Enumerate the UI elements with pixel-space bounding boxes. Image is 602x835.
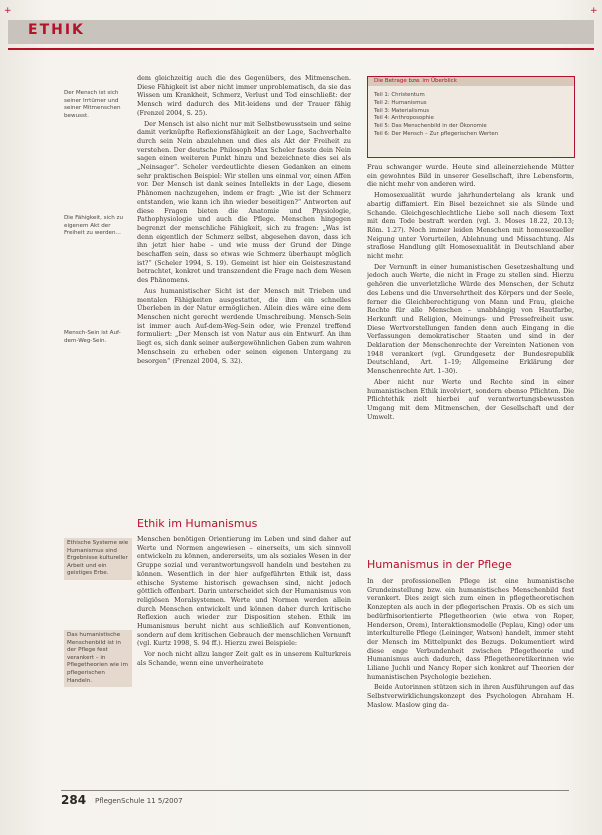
- column-left-upper: [137, 74, 351, 514]
- crop-mark: +: [4, 6, 12, 16]
- column-right-lower: [367, 577, 574, 785]
- series-item: Teil 2: Humanismus: [374, 99, 427, 106]
- series-item: Teil 1: Christentum: [374, 92, 425, 98]
- series-item: Teil 6: Der Mensch – Zur pflegerischen Werten: [374, 130, 499, 137]
- series-item: Teil 4: Anthroposophie: [374, 115, 434, 122]
- paragraph: Aus humanistischer Sicht ist der Mensch mit Trieben und mentalen Fähigkeiten ausgestattet, die ihm ein schnelles Überleben in der Natur ermöglichen. Allein dies wäre eine dem Menschen nicht gerecht werdende Umschreibung. Mensch-Sein ist immer auch Auf-dem-Weg-Sein oder, wie Frenzel treffend formuliert: „Der Mensch ist von Natur aus ein Entwurf. An ihm liegt es, sich dank seiner außergewöhnlichen Gaben zum wahren Menschsein zu erheben oder seinen eigenen Untergang zu besorgen“ (Frenzel 2004, S. 32).: [137, 286, 351, 365]
- series-list: [374, 92, 574, 139]
- sidenote: Der Mensch ist sich seiner Irrtümer und seiner Mitmenschen bewusst.: [64, 90, 121, 119]
- series-item: Teil 5: Das Menschenbild in der Ökonomie: [374, 123, 487, 130]
- sidenote-highlight: Das humanistische Menschenbild ist in der Pflege fest verankert – in Pflegetheorien wie im pflegerischen Handeln.: [64, 630, 132, 687]
- journal-name: PflegenSchule 11 5/2007: [95, 797, 183, 805]
- series-overview-box: [367, 76, 575, 158]
- paragraph: Frau schwanger wurde. Heute sind alleinerziehende Mütter ein gewohntes Bild in unserer Gesellschaft, ihre Lebensform, die nicht mehr von anderen wird.: [367, 163, 574, 189]
- section-heading: Humanismus in der Pflege: [367, 558, 512, 571]
- paragraph: Beide Autorinnen stützen sich in ihren Ausführungen auf das Selbstverwirklichungskonzept des Psychologen Abraham H. Maslow. Maslow ging da-: [367, 683, 574, 709]
- section-title: ETHIK: [28, 22, 85, 38]
- sidenote: Mensch-Sein ist Auf-dem-Weg-Sein.: [64, 330, 121, 344]
- section-heading: Ethik im Humanismus: [137, 517, 258, 530]
- paragraph: dem gleichzeitig auch die des Gegenübers, des Mitmenschen. Diese Fähigkeit ist aber nicht immer unproblematisch, da sie das Wissen um Krankheit, Schmerz, Verlust und Tod einschließt: der Mensch wird dadurch des Mit-leidens und der Trauer fähig (Frenzel 2004, S. 25).: [137, 74, 351, 117]
- series-item: Teil 3: Materialismus: [374, 107, 430, 114]
- column-left-lower: [137, 535, 351, 785]
- page-number: 284: [61, 793, 87, 807]
- paragraph: Der Mensch ist also nicht nur mit Selbstbewusstsein und seine damit verknüpfte Reflexionsfähigkeit an der Lage, Sachverhalte durch sein Nein abzulehnen und dies als Akt der Freiheit zu verstehen. Der deutsche Philosoph Max Scheler fasste dein Nein sagen einen weiteren Punkt hinzu und bezeichnete dies sei als „Neinsager“. Scheler verdeutlichte diesen Gedanken an einem sehr praktischen Beispiel: Wir stellen uns einmal vor, einen Affen vor. Der Mensch ist dank seines Intellekts in der Lage, diesem Phänomen nachzugehen, indem er fragt: „Wie ist der Schmerz entstanden, wie kann ich ihn wieder beseitigen?“ Antworten auf diese Fragen bieten die Anatomie und Physiologie, Pathophysiologie und auch die Pflege. Menschen hingegen begrenzt der menschliche Fähigkeit, sich zu fragen: „Was ist denn eigentlich der Schmerz selbst, abgesehen davon, dass ich ihn jetzt hier habe – und wie muss der Grund der Dinge beschaffen sein, dass so etwas wie Schmerz überhaupt möglich ist?“ (Scheler 1994, S. 19). Gemeint ist hier ein Geisteszustand betrachtet, konkret und transzendent die Frage nach dem Wesen des Phänomens.: [137, 119, 351, 285]
- paragraph: Vor noch nicht allzu langer Zeit galt es in unserem Kulturkreis als Schande, wenn eine unverheiratete: [137, 650, 351, 667]
- sidenote-highlight: Ethische Systeme wie Humanismus sind Ergebnisse kultureller Arbeit und ein geistiges Erbe.: [64, 538, 132, 580]
- sidenote: Die Fähigkeit, sich zu eigenem Akt der Freiheit zu werden...: [64, 215, 123, 237]
- footer-rule: [61, 790, 569, 791]
- paragraph: In der professionellen Pflege ist eine humanistische Grundeinstellung bzw. ein humanistisches Menschenbild fest verankert. Dies zeigt sich zum einen in pflegetheoretischen Konzepten als auch in der pflegerischen Praxis. Ob es sich um bedürfnisorientierte Pflegetheorien (wie etwa von Roper, Henderson, Orem), Interaktionsmodelle (Peplau, King) oder um interkulturelle Pflege (Leininger, Watson) handelt, immer steht der Mensch im Mittelpunkt des Bezugs. Dokumentiert wird diese enge Verbundenheit zwischen Pflegetheorie und Humanismus auch dadurch, dass Pflegetheoretikerinnen wie Liliane Juchli und Nancy Roper sich konkret auf Theorien der humanistischen Psychologie beziehen.: [367, 577, 574, 681]
- section-header-bar: [8, 20, 594, 44]
- header-rule: [8, 48, 594, 50]
- paragraph: Der Vernunft in einer humanistischen Gesetzeshaltung und jedoch auch Werte, die nicht in Frage zu stellen sind. Hierzu gehören die unverletzliche Würde des Menschen, der Schutz des Lebens und die Unversehrtheit des Körpers und der Seele, ferner die Gleichberechtigung von Mann und Frau, gleiche Rechte für alle Menschen – unabhängig von Hautfarbe, Herkunft und Religion, Meinungs- und Pressefreiheit usw. Diese Wertvorstellungen fanden denn auch Eingang in die Verfassungen demokratischer Staaten und sind in der Deklaration der Menschenrechte der Vereinten Nationen von 1948 verankert (vgl. Grundgesetz der Bundesrepublik Deutschland, Art. 1–19; Allgemeine Erklärung der Menschenrechte Art. 1–30).: [367, 262, 574, 376]
- column-right-upper: [367, 163, 574, 553]
- paragraph: Menschen benötigen Orientierung im Leben und sind daher auf Werte und Normen angewiesen – einerseits, um sich sinnvoll entwickeln zu können, andererseits, um als soziales Wesen in der Gruppe sozial und verantwortungsvoll handeln und bestehen zu können. Wesentlich in der hier aufgeführten Ethik ist, dass ethische Systeme historisch gewachsen sind, nicht jedoch göttlich offenbart. Darin unterscheidet sich der Humanismus von religiösen Moralsystemen. Werte und Normen werden allein durch Menschen entwickelt und können daher durch kritische Reflexion auch wieder zur Disposition stehen. Ethik im Humanismus beruht nicht aus schließlich auf Konventionen, sondern auf dem kritischen Gebrauch der menschlichen Vernunft (vgl. Kurtz 1998, S. 94 ff.). Hierzu zwei Beispiele:: [137, 535, 351, 648]
- paragraph: Homosexualität wurde jahrhundertelang als krank und abartig diffamiert. Ein Bisel bezeichnet sie als Sünde und Schande. Gleichgeschlechtliche Liebe soll nach diesem Text mit dem Tode bestraft werden (vgl. 3. Moses 18.22, 20.13; Röm. 1.27). Noch immer leiden Menschen mit homosexueller Neigung unter Vorurteilen, Ablehnung und Missachtung. Als straflose Handlung gilt Homosexualität in Deutschland aber nicht mehr.: [367, 191, 574, 261]
- paragraph: Aber nicht nur Werte und Rechte sind in einer humanistischen Ethik involviert, sondern ebenso Pflichten. Die Pflichtethik zielt hierbei auf verantwortungsbewussten Umgang mit dem Mitmenschen, der Gesellschaft und der Umwelt.: [367, 377, 574, 421]
- infobox-title: Die Betrage bzw. im Überblick: [368, 77, 574, 86]
- crop-mark: +: [590, 6, 598, 16]
